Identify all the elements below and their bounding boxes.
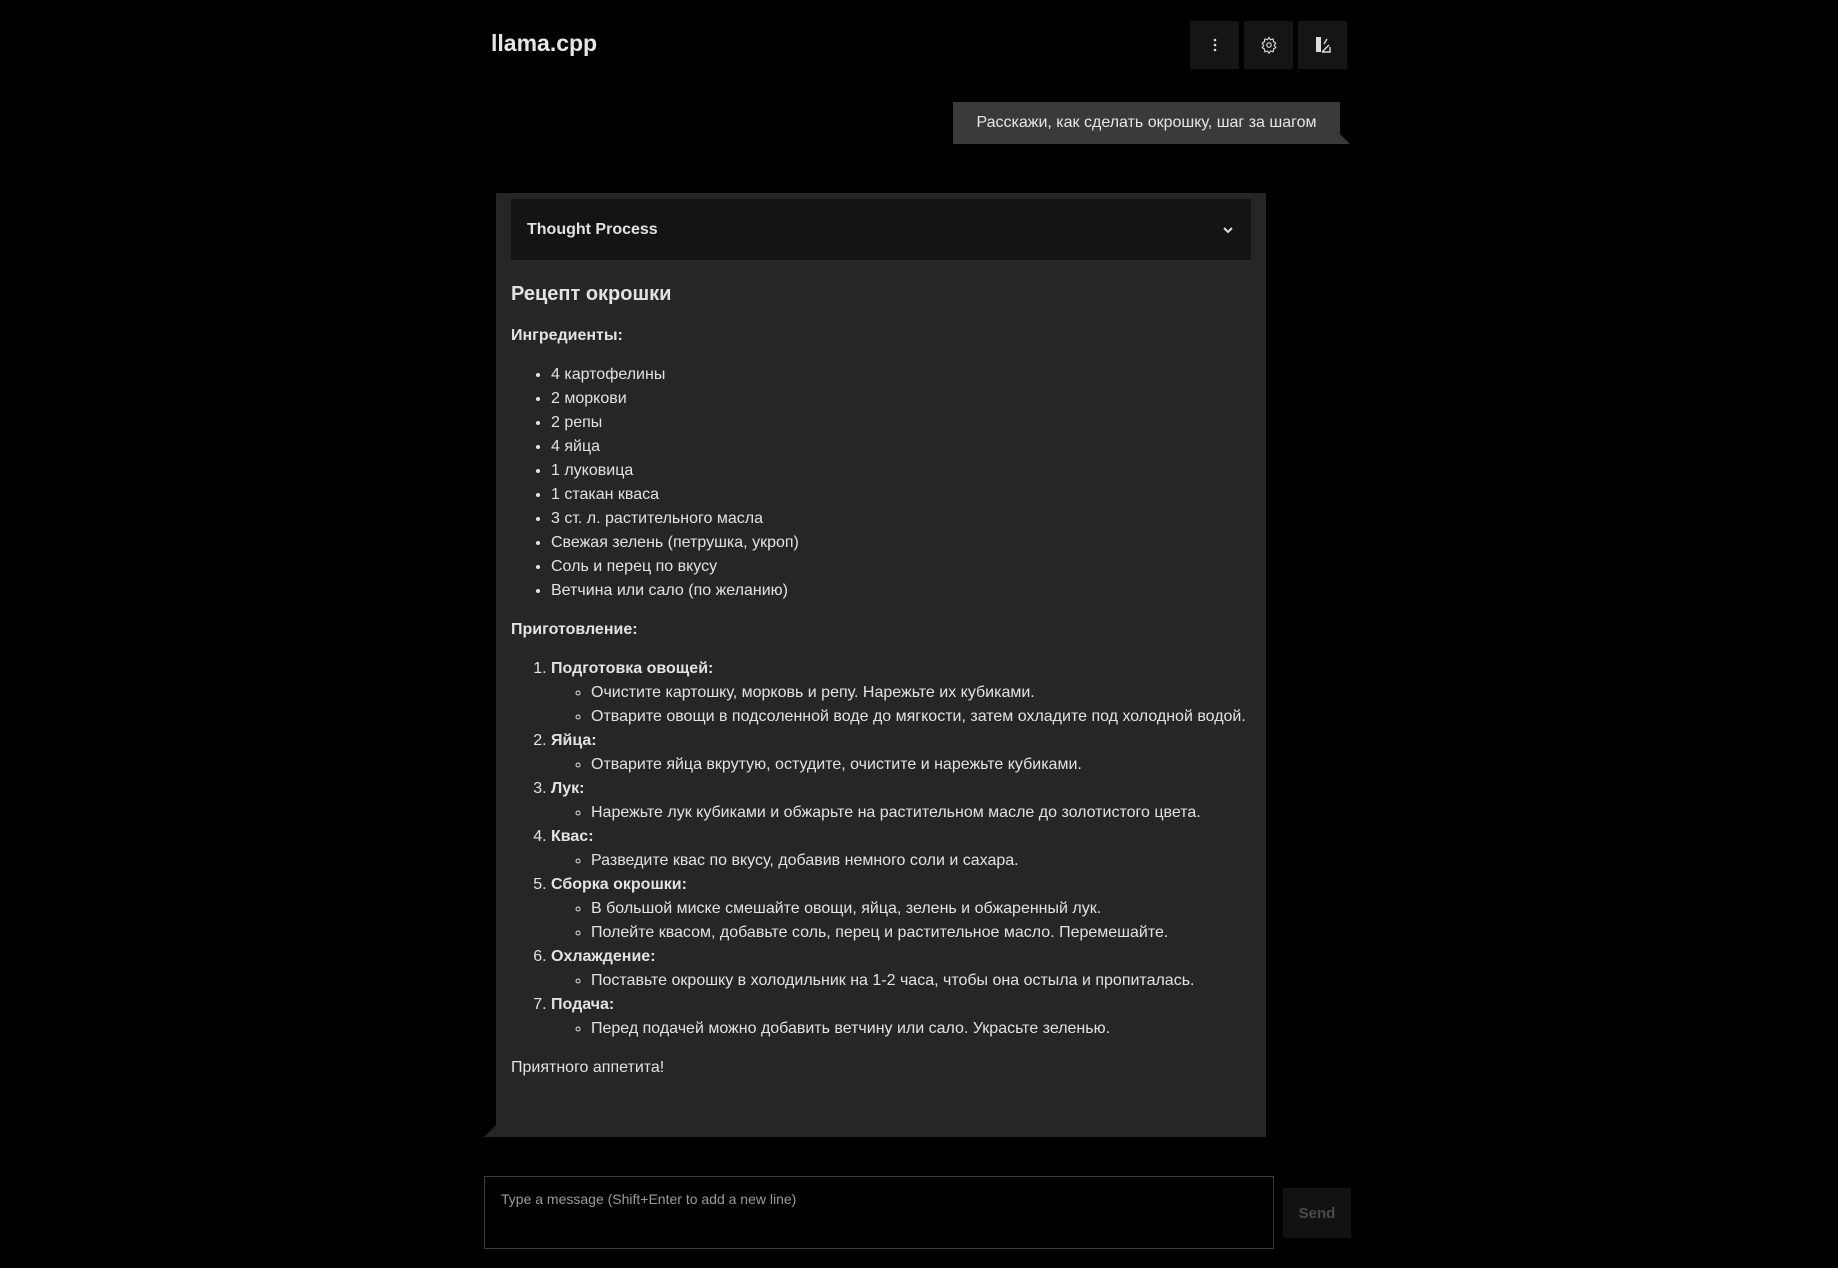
ingredient-item: • Соль и перец по вкусу — [551, 555, 1251, 579]
substep-list — [551, 969, 1251, 993]
substep-item: ◦ Перед подачей можно добавить ветчину или сало. Украсьте зеленью. — [591, 1017, 1251, 1041]
more-menu-button[interactable] — [1190, 21, 1239, 69]
ingredient-item: • Ветчина или сало (по желанию) — [551, 579, 1251, 603]
steps-list — [511, 657, 1251, 1041]
substep-list — [551, 1017, 1251, 1041]
thought-process-label: Thought Process — [527, 220, 658, 238]
substep-item: ◦ В большой миске смешайте овощи, яйца, зелень и обжаренный лук. — [591, 897, 1251, 921]
thought-process-toggle[interactable] — [511, 199, 1251, 260]
substep-list — [551, 681, 1251, 729]
step-title: Квас: — [551, 828, 594, 845]
ingredient-item: • 1 луковица — [551, 459, 1251, 483]
step-item — [551, 873, 1251, 945]
ingredient-item: • 1 стакан кваса — [551, 483, 1251, 507]
substep-list — [551, 849, 1251, 873]
step-title: Сборка окрошки: — [551, 876, 687, 893]
ingredient-item: • 4 яйца — [551, 435, 1251, 459]
substep-item: ◦ Отварите овощи в подсоленной воде до мягкости, затем охладите под холодной водой. — [591, 705, 1251, 729]
substep-list — [551, 801, 1251, 825]
step-item — [551, 657, 1251, 729]
substep-item: ◦ Разведите квас по вкусу, добавив немного соли и сахара. — [591, 849, 1251, 873]
ingredients-list — [511, 363, 1251, 603]
step-item — [551, 825, 1251, 873]
step-item — [551, 777, 1251, 825]
assistant-message — [496, 193, 1266, 1137]
step-title: Лук: — [551, 780, 585, 797]
gear-icon — [1260, 36, 1278, 54]
more-vertical-icon — [1207, 37, 1223, 53]
substep-item: ◦ Полейте квасом, добавьте соль, перец и растительное масло. Перемешайте. — [591, 921, 1251, 945]
substep-item: ◦ Очистите картошку, морковь и репу. Нарежьте их кубиками. — [591, 681, 1251, 705]
ingredient-item: • 3 ст. л. растительного масла — [551, 507, 1251, 531]
app-title: llama.cpp — [491, 30, 598, 56]
ingredients-label: Ингредиенты: — [511, 327, 623, 344]
palette-icon — [1314, 36, 1332, 54]
substep-item: ◦ Отварите яйца вкрутую, остудите, очистите и нарежьте кубиками. — [591, 753, 1251, 777]
substep-list — [551, 753, 1251, 777]
step-item — [551, 945, 1251, 993]
message-input[interactable]: Type a message (Shift+Enter to add a new line) — [484, 1176, 1274, 1249]
recipe-heading: Рецепт окрошки — [511, 283, 672, 305]
step-title: Охлаждение: — [551, 948, 656, 965]
substep-list — [551, 897, 1251, 945]
closing-text: Приятного аппетита! — [511, 1059, 665, 1076]
ingredient-item: • 4 картофелины — [551, 363, 1251, 387]
substep-item: ◦ Поставьте окрошку в холодильник на 1-2 часа, чтобы она остыла и пропиталась. — [591, 969, 1251, 993]
user-message: Расскажи, как сделать окрошку, шаг за шагом — [953, 102, 1340, 144]
ingredient-item: • Свежая зелень (петрушка, укроп) — [551, 531, 1251, 555]
step-title: Яйца: — [551, 732, 597, 749]
ingredient-item: • 2 моркови — [551, 387, 1251, 411]
send-button[interactable]: Send — [1283, 1188, 1351, 1238]
chevron-down-icon — [1221, 223, 1235, 237]
substep-item: ◦ Нарежьте лук кубиками и обжарьте на растительном масле до золотистого цвета. — [591, 801, 1251, 825]
settings-button[interactable] — [1244, 21, 1293, 69]
theme-button[interactable] — [1298, 21, 1347, 69]
ingredient-item: • 2 репы — [551, 411, 1251, 435]
step-item — [551, 993, 1251, 1041]
step-title: Подача: — [551, 996, 615, 1013]
step-item — [551, 729, 1251, 777]
prep-label: Приготовление: — [511, 621, 638, 638]
step-title: Подготовка овощей: — [551, 660, 714, 677]
